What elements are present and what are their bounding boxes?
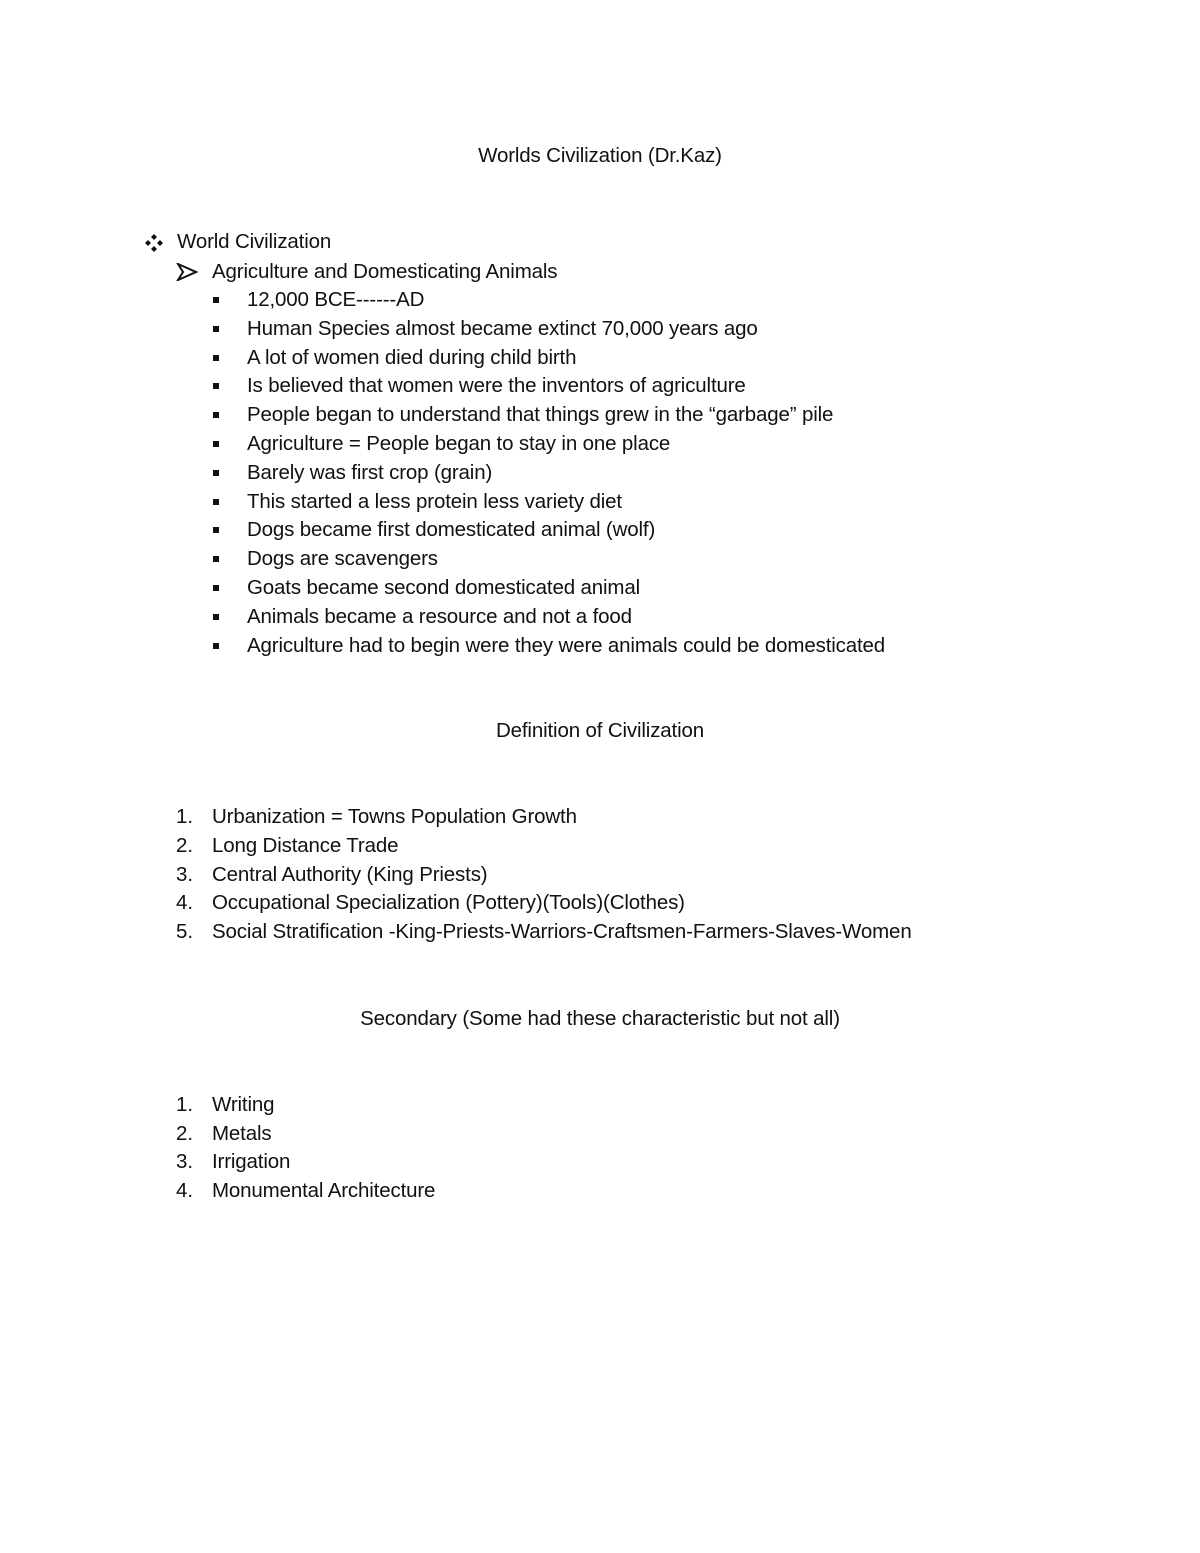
bullet-item: Agriculture had to begin were they were animals could be domesticated	[247, 633, 886, 657]
definition-item-number: 2.	[176, 833, 194, 857]
outline-level1-text: World Civilization	[177, 230, 332, 253]
bullet-item: 12,000 BCE------AD	[247, 288, 425, 311]
square-bullet-icon	[213, 441, 219, 447]
definition-item-text: Occupational Specialization (Pottery)(Tools)(Clothes)	[212, 891, 685, 915]
definition-heading: Definition of Civilization	[495, 719, 705, 742]
definition-item-text: Long Distance Trade	[212, 833, 399, 857]
bullet-item: Goats became second domesticated animal	[247, 576, 640, 599]
bullet-item: Human Species almost became extinct 70,000 years ago	[247, 316, 758, 340]
square-bullet-icon	[213, 614, 219, 620]
bullet-item: Animals became a resource and not a food	[247, 604, 632, 628]
definition-item-number: 5.	[176, 920, 194, 944]
definition-item-number: 1.	[176, 805, 194, 828]
bullet-item: Barely was first crop (grain)	[247, 460, 493, 484]
bullet-item: People began to understand that things grew in the “garbage” pile	[247, 403, 834, 427]
outline-level2-text: Agriculture and Domesticating Animals	[212, 260, 558, 283]
square-bullet-icon	[213, 412, 219, 418]
secondary-item-number: 4.	[176, 1178, 194, 1202]
square-bullet-icon	[213, 297, 219, 303]
square-bullet-icon	[213, 470, 219, 476]
secondary-heading: Secondary (Some had these characteristic but not all)	[360, 1007, 840, 1030]
bullet-item: This started a less protein less variety diet	[247, 489, 622, 513]
secondary-item-text: Monumental Architecture	[212, 1178, 436, 1202]
bullet-item: Is believed that women were the inventors of agriculture	[247, 374, 746, 398]
secondary-item-number: 3.	[176, 1150, 194, 1173]
secondary-item-number: 2.	[176, 1121, 194, 1145]
definition-item-number: 3.	[176, 862, 194, 886]
square-bullet-icon	[213, 585, 219, 591]
square-bullet-icon	[213, 383, 219, 389]
bullet-item: A lot of women died during child birth	[247, 345, 577, 369]
square-bullet-icon	[213, 556, 219, 562]
secondary-item-text: Metals	[212, 1121, 272, 1145]
bullet-item: Dogs are scavengers	[247, 547, 438, 571]
bullet-item: Agriculture = People began to stay in one place	[247, 432, 671, 455]
square-bullet-icon	[213, 499, 219, 505]
square-bullet-icon	[213, 326, 219, 332]
secondary-item-number: 1.	[176, 1093, 194, 1116]
arrowhead-bullet-icon	[176, 263, 198, 281]
secondary-item-text: Irrigation	[212, 1150, 291, 1173]
definition-item-text: Urbanization = Towns Population Growth	[212, 805, 577, 828]
definition-item-text: Central Authority (King Priests)	[212, 862, 488, 886]
secondary-item-text: Writing	[212, 1093, 275, 1116]
square-bullet-icon	[213, 643, 219, 649]
square-bullet-icon	[213, 527, 219, 533]
definition-item-number: 4.	[176, 891, 194, 915]
four-diamond-bullet-icon	[144, 233, 164, 253]
definition-item-text: Social Stratification -King-Priests-Warriors-Craftsmen-Farmers-Slaves-Women	[212, 920, 912, 944]
square-bullet-icon	[213, 355, 219, 361]
page-title: Worlds Civilization (Dr.Kaz)	[478, 144, 722, 167]
bullet-item: Dogs became first domesticated animal (wolf)	[247, 518, 656, 542]
